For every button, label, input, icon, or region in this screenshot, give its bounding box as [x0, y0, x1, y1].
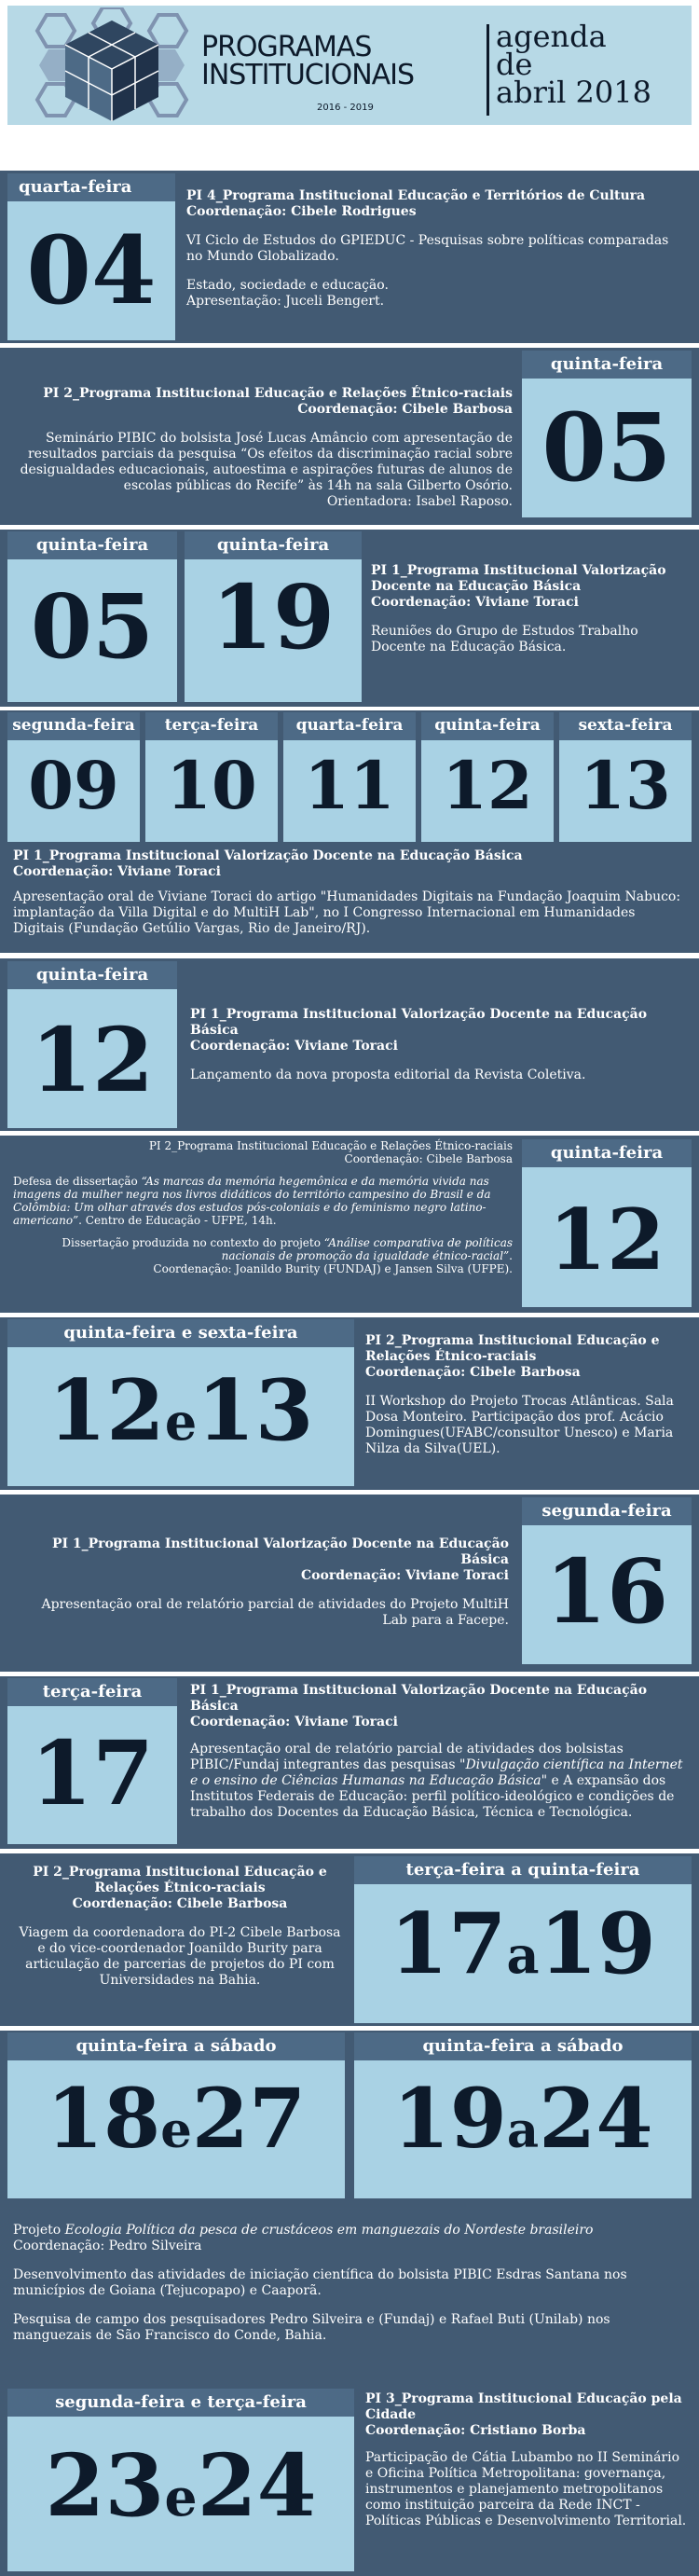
event-topic: Estado, sociedade e educação.: [186, 278, 389, 293]
event-fieldwork: Pesquisa de campo dos pesquisadores Pedro Silveira e (Fundaj) e Rafael Buti (Unilab) nos manguezais de São Francisco do Conde, Bahia.: [13, 2312, 610, 2343]
coordination: Coordenação: Cibele Barbosa: [344, 1152, 513, 1165]
event-text: [13, 848, 686, 937]
date-conj: a: [506, 2101, 540, 2159]
agenda-title: [496, 19, 651, 110]
agenda-line2: de: [496, 47, 533, 82]
event-description: II Workshop do Projeto Trocas Atlânticas. Sala Dosa Monteiro. Participação dos prof. Acácio Domingues(UFABC/consultor Unesco) e Maria Nilza da Silva(UEL).: [365, 1394, 674, 1456]
date-number: 05: [30, 575, 155, 679]
coordination: Coordenação: Cibele Barbosa: [365, 1365, 581, 1380]
date-conj: e: [164, 2468, 198, 2528]
event-description: Viagem da coordenadora do PI-2 Cibele Barbosa e do vice-coordenador Joanildo Burity para articulação de parcerias de projetos do PI com Universidades na Bahia.: [19, 1925, 341, 1988]
program-title: PI 2_Programa Institucional Educação e Relações Étnico-raciais: [365, 1333, 660, 1364]
date-number: [7, 1361, 354, 1460]
day-label: terça-feira a quinta-feira: [354, 1856, 692, 1884]
day-label: sexta-feira: [559, 712, 692, 740]
program-title: PI 1_Programa Institucional Valorização Docente na Educação Básica: [51, 1536, 509, 1567]
date-conj: e: [164, 1392, 198, 1452]
date-number: 11: [304, 747, 395, 824]
event-text: [186, 188, 680, 310]
event-description-a: Apresentação oral de relatório parcial de atividades dos bolsistas PIBIC/Fundaj integrantes das pesquisas ": [190, 1742, 624, 1772]
date-number: 12: [548, 1191, 665, 1289]
date-start: 23: [45, 2435, 165, 2536]
coordination: Coordenação: Cristiano Borba: [365, 2423, 586, 2438]
event-advisor: Orientadora: Isabel Raposo.: [326, 494, 513, 509]
logo-title: [201, 31, 415, 91]
date-conj: a: [506, 1925, 540, 1985]
program-title: PI 3_Programa Institucional Educação pela Cidade: [365, 2391, 682, 2422]
day-label: quinta-feira: [421, 712, 554, 740]
date-end: 19: [539, 1894, 656, 1993]
date-number: 12: [442, 747, 533, 824]
event-description: Apresentação oral de relatório parcial de atividades do Projeto MultiH Lab para a Facepe.: [41, 1597, 509, 1628]
event-text: [17, 1536, 509, 1629]
event-description-b: " e A expansão dos Institutos Federais de Educação: perfil político-ideológico e condições de trabalho dos Docentes da Educação Básica, Técnica e Tecnológica.: [190, 1773, 675, 1820]
date-start: 19: [392, 2070, 507, 2167]
event-text: [365, 1333, 688, 1457]
date-number: 04: [26, 215, 157, 325]
event-text: [190, 1007, 689, 1083]
day-label: quinta-feira e sexta-feira: [7, 1319, 354, 1347]
day-label: quinta-feira: [522, 1139, 692, 1167]
date-end: 24: [197, 2435, 317, 2536]
project-coordination: Coordenação: Joanildo Burity (FUNDAJ) e Jansen Silva (UFPE).: [153, 1262, 513, 1275]
day-label: terça-feira: [145, 712, 278, 740]
agenda-line3: abril 2018: [496, 75, 651, 110]
coordination: Coordenação: Cibele Barbosa: [72, 1896, 288, 1911]
event-text: [190, 1683, 690, 1821]
date-number: 09: [28, 747, 119, 824]
day-label: terça-feira: [7, 1678, 177, 1706]
program-title: PI 1_Programa Institucional Valorização Docente na Educação Básica: [13, 848, 523, 863]
day-label: quinta-feira: [7, 531, 177, 559]
header-divider: [487, 24, 489, 116]
coordination: Coordenação: Viviane Toraci: [13, 864, 221, 879]
event-text: [13, 1139, 513, 1275]
period: .: [509, 1249, 513, 1262]
event-presenter: Apresentação: Juceli Bengert.: [186, 294, 385, 309]
event-text: [13, 2223, 686, 2344]
header: [0, 0, 699, 163]
event-description: Reuniões do Grupo de Estudos Trabalho Docente na Educação Básica.: [371, 624, 638, 654]
day-label: quarta-feira: [7, 173, 175, 201]
date-number: 12: [30, 1009, 155, 1112]
logo-line2: INSTITUCIONAIS: [201, 59, 415, 91]
agenda-line1: agenda: [496, 19, 607, 54]
day-label: quinta-feira a sábado: [354, 2032, 692, 2060]
coordination: Coordenação: Viviane Toraci: [190, 1715, 398, 1729]
date-conj: e: [160, 2101, 192, 2159]
date-number: 16: [544, 1540, 669, 1644]
date-number: 17: [30, 1722, 155, 1825]
project-title: Ecologia Política da pesca de crustáceos em manguezais do Nordeste brasileiro: [64, 2223, 594, 2238]
day-label: quinta-feira: [522, 351, 692, 379]
date-number: [7, 2070, 345, 2167]
program-title: PI 2_Programa Institucional Educação e Relações Étnico-raciais: [148, 1139, 513, 1152]
day-label: segunda-feira: [522, 1497, 692, 1525]
day-label: segunda-feira: [7, 712, 140, 740]
date-number: 19: [211, 566, 336, 669]
hexagon-logo-icon: [28, 7, 196, 123]
coordination: Coordenação: Viviane Toraci: [371, 595, 579, 610]
date-number: [354, 2070, 692, 2167]
coordination: Coordenação: Pedro Silveira: [13, 2239, 202, 2253]
day-label: quarta-feira: [283, 712, 416, 740]
defense-place: . Centro de Educação - UFPE, 14h.: [78, 1214, 277, 1227]
event-description: Desenvolvimento das atividades de iniciação científica do bolsista PIBIC Esdras Santana nos municípios de Goiana (Tejucopapo) e Caaporã.: [13, 2267, 627, 2298]
program-title: PI 2_Programa Institucional Educação e Relações Étnico-raciais: [43, 386, 513, 401]
project-prefix: Projeto: [13, 2223, 65, 2238]
coordination: Coordenação: Viviane Toraci: [301, 1568, 509, 1583]
program-title: PI 1_Programa Institucional Valorização Docente na Educação Básica: [371, 563, 666, 594]
coordination: Coordenação: Cibele Rodrigues: [186, 204, 417, 219]
date-end: 27: [191, 2070, 307, 2167]
coordination: Coordenação: Viviane Toraci: [190, 1039, 398, 1054]
logo-years: 2016 - 2019: [317, 103, 374, 113]
event-description: Seminário PIBIC do bolsista José Lucas Amâncio com apresentação de resultados parciais da pesquisa “Os efeitos da discriminação racial sobre desigualdades educacionais, autoestima e aspirações futuras de alunos de escolas públicas do Recife” às 14h na sala Gilberto Osório.: [20, 431, 513, 493]
day-label: quinta-feira: [7, 961, 177, 989]
program-title: PI 2_Programa Institucional Educação e Relações Étnico-raciais: [33, 1865, 327, 1895]
date-start: 17: [390, 1894, 507, 1993]
date-start: 12: [48, 1361, 165, 1460]
event-description: Lançamento da nova proposta editorial da Revista Coletiva.: [190, 1068, 586, 1082]
event-description: Participação de Cátia Lubambo no II Seminário e Oficina Política Metropolitana: governança, instrumentos e planejamento metropolitanos como instituição parceira da Rede INCT - Políticas Públicas e Desenvolvimento Territorial.: [365, 2450, 687, 2528]
dissertation-title: “As marcas da memória hegemônica e da memória vivida nas imagens da mulher negra nos livros didáticos do território campesino do Brasil e da Colômbia: Um olhar através dos estudos pós-coloniais e do feminismo negro latino-americano”: [13, 1175, 491, 1227]
date-number: 05: [541, 393, 672, 503]
coordination: Coordenação: Cibele Barbosa: [297, 402, 513, 417]
defense-intro: Defesa de dissertação: [13, 1175, 142, 1188]
day-label: quinta-feira: [185, 531, 362, 559]
date-number: 10: [166, 747, 257, 824]
project-intro: Dissertação produzida no contexto do projeto: [62, 1236, 324, 1249]
program-title: PI 4_Programa Institucional Educação e Territórios de Cultura: [186, 188, 646, 203]
event-text: [371, 563, 688, 655]
day-label: quinta-feira a sábado: [7, 2032, 345, 2060]
event-text: [365, 2391, 688, 2529]
date-number: 13: [580, 747, 671, 824]
date-number: [354, 1894, 692, 1993]
event-text: [17, 386, 513, 510]
project-title: “Análise comparativa de políticas nacionais de promoção da igualdade étnico-racial”: [221, 1236, 513, 1262]
date-end: 24: [539, 2070, 653, 2167]
program-title: PI 1_Programa Institucional Valorização Docente na Educação Básica: [190, 1007, 648, 1038]
day-label: segunda-feira e terça-feira: [7, 2389, 354, 2417]
event-text: [17, 1865, 343, 1989]
date-end: 13: [197, 1361, 314, 1460]
research-title: Divulgação científica na Internet e o ensino de Ciências Humanas na Educação Básica: [190, 1757, 683, 1788]
date-number: [7, 2435, 354, 2536]
event-description: VI Ciclo de Estudos do GPIEDUC - Pesquisas sobre políticas comparadas no Mundo Globalizado.: [186, 233, 669, 264]
date-start: 18: [46, 2070, 161, 2167]
event-description: Apresentação oral de Viviane Toraci do artigo "Humanidades Digitais na Fundação Joaquim Nabuco: implantação da Villa Digital e do MultiH Lab", no I Congresso Internacional em Humanidades Digitais (Fundação Getúlio Vargas, Rio de Janeiro/RJ).: [13, 889, 681, 936]
program-title: PI 1_Programa Institucional Valorização Docente na Educação Básica: [190, 1683, 648, 1714]
logo-line1: PROGRAMAS: [201, 31, 372, 63]
